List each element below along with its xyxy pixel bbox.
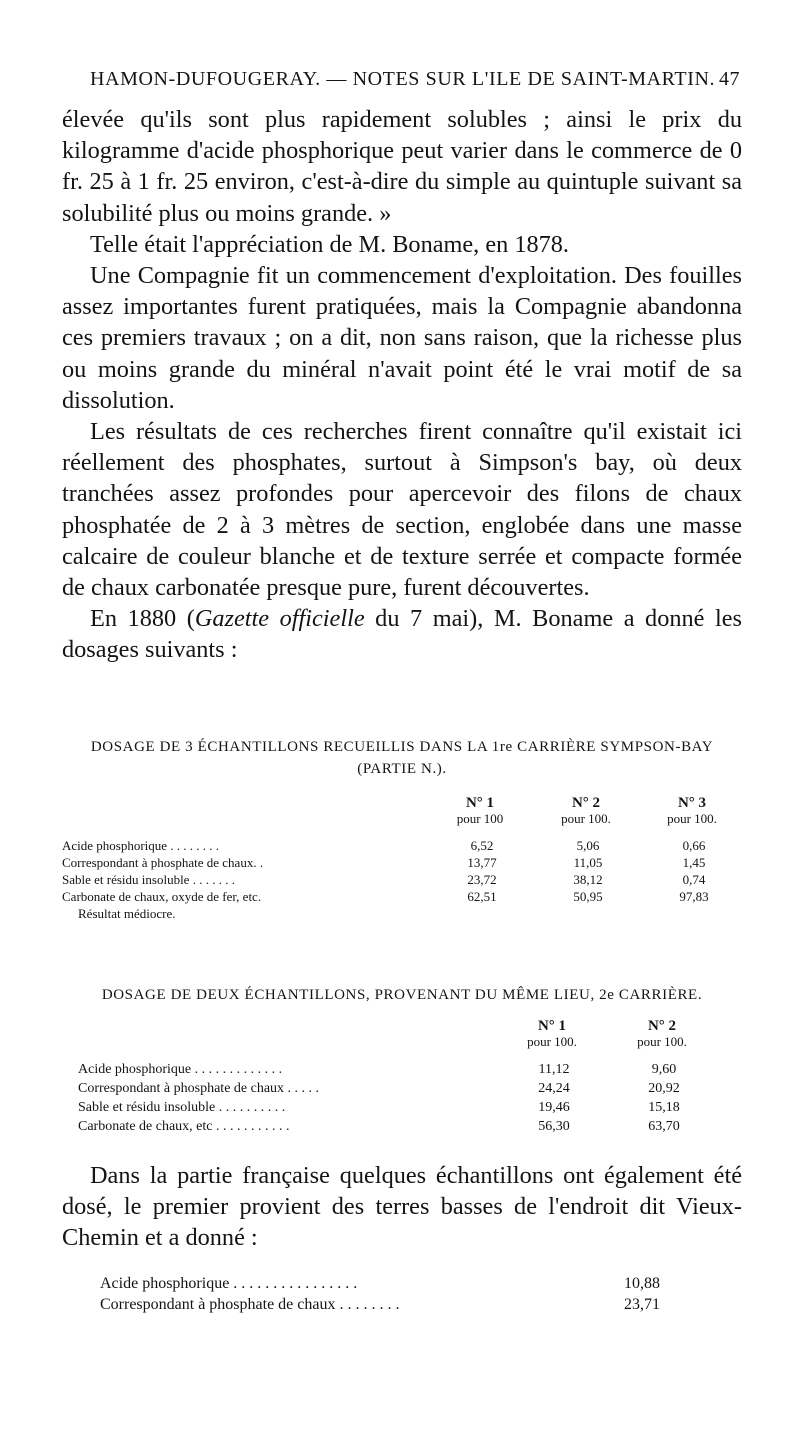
table-row — [62, 854, 742, 871]
table1-col2-number: N° 2 — [571, 795, 601, 811]
list-item — [100, 1294, 660, 1315]
row-value: 38,12 — [573, 872, 603, 887]
table1-title-line1: DOSAGE DE 3 ÉCHANTILLONS RECUEILLIS DANS LA 1re CARRIÈRE SYMPSON-BAY — [90, 739, 714, 755]
table-row — [62, 1118, 742, 1135]
note-text: Résultat médiocre. — [78, 906, 176, 921]
table2-col2-number: N° 2 — [647, 1018, 677, 1034]
table1-col2-header — [536, 795, 636, 827]
paragraph-partie-francaise: Dans la partie française quelques échantillons ont également été dosé, le premier provient des terres basses de l'endroit dit Vieux-Chemin et a donné : — [62, 1162, 742, 1252]
table-row — [62, 1099, 742, 1116]
paragraph-continuation: élevée qu'ils sont plus rapidement solubles ; ainsi le prix du kilogramme d'acide phosphorique peut varier dans le commerce de 0 fr. 25 à 1 fr. 25 environ, c'est-à-dire du simple au quintuple suivant sa solubilité plus ou moins grande. » — [62, 106, 742, 227]
row-label: Correspondant à phosphate de chaux . . . . . — [78, 1081, 320, 1096]
row-value: 23,71 — [624, 1296, 660, 1313]
row-value: 10,88 — [624, 1275, 660, 1292]
row-value: 13,77 — [467, 855, 497, 870]
table1-note — [62, 905, 742, 922]
row-label: Carbonate de chaux, oxyde de fer, etc. — [62, 889, 262, 904]
row-label: Acide phosphorique . . . . . . . . . . . . . — [78, 1062, 283, 1077]
paragraph-resultats: Les résultats de ces recherches firent connaître qu'il existait ici réellement des phosphates, surtout à Simpson's bay, où deux tranchées assez profondes pour apercevoir des filons de chaux phosphatée de 2 à 3 mètres de section, englobée dans une masse calcaire de couleur blanche et de texture serrée et compacte formée de chaux carbonatée presque pure, furent découvertes. — [62, 418, 742, 602]
table2-col1-unit: pour 100. — [527, 1034, 577, 1049]
header-title: HAMON-DUFOUGERAY. — NOTES SUR L'ILE DE SAINT-MARTIN. — [90, 68, 716, 90]
row-value: 0,66 — [682, 838, 706, 853]
table1-col3-header — [642, 795, 742, 827]
row-value: 11,12 — [538, 1062, 570, 1077]
row-value: 56,30 — [538, 1119, 570, 1134]
row-value: 23,72 — [467, 872, 497, 887]
table-row — [62, 888, 742, 905]
body-text — [62, 104, 742, 666]
row-label: Acide phosphorique . . . . . . . . — [62, 838, 220, 853]
row-value: 62,51 — [467, 889, 497, 904]
row-value: 97,83 — [679, 889, 709, 904]
table-row — [62, 1080, 742, 1097]
row-value: 19,46 — [538, 1100, 570, 1115]
gazette-text-before: En 1880 ( — [90, 605, 195, 633]
row-value: 1,45 — [682, 855, 706, 870]
row-value: 20,92 — [648, 1081, 680, 1096]
row-label: Correspondant à phosphate de chaux . . . . . . . . — [100, 1296, 400, 1313]
table2-col2-unit: pour 100. — [637, 1034, 687, 1049]
paragraph-appreciation: Telle était l'appréciation de M. Boname, en 1878. — [90, 230, 570, 258]
table1-col1-number: N° 1 — [465, 795, 495, 811]
table-row — [62, 1061, 742, 1078]
row-value: 9,60 — [651, 1062, 677, 1077]
table1-title — [62, 736, 742, 780]
table-row — [62, 871, 742, 888]
table1-col1-unit: pour 100 — [456, 811, 504, 826]
paragraph-compagnie: Une Compagnie fit un commencement d'exploitation. Des fouilles assez importantes furent pratiquées, mais la Compagnie abandonna ces premiers travaux ; on a dit, non sans raison, que la richesse plus ou moins grande du minéral n'avait point été le vrai motif de sa dissolution. — [62, 262, 742, 414]
table1-col2-unit: pour 100. — [561, 811, 611, 826]
row-value: 5,06 — [576, 838, 600, 853]
final-text — [62, 1160, 742, 1254]
table2-title: DOSAGE DE DEUX ÉCHANTILLONS, PROVENANT DU MÊME LIEU, 2e CARRIÈRE. — [101, 987, 703, 1003]
table2-col1-header — [502, 1018, 602, 1050]
running-header — [90, 68, 740, 91]
table1-col1-header — [430, 795, 530, 827]
row-label: Acide phosphorique . . . . . . . . . . . . . . . . — [100, 1275, 358, 1292]
table2-col1-number: N° 1 — [537, 1018, 567, 1034]
table-row — [62, 837, 742, 854]
list-item — [100, 1273, 660, 1294]
gazette-text-after: du 7 mai), M. Boname a donné les dosages suivants : — [62, 605, 742, 664]
table1-title-line2: (PARTIE N.). — [357, 761, 447, 777]
row-value: 50,95 — [573, 889, 603, 904]
paragraph-gazette — [62, 603, 742, 665]
row-label: Sable et résidu insoluble . . . . . . . — [62, 872, 235, 887]
table1-col3-number: N° 3 — [677, 795, 707, 811]
row-value: 6,52 — [470, 838, 494, 853]
row-value: 11,05 — [573, 855, 603, 870]
page-number: 47 — [719, 68, 740, 90]
row-value: 24,24 — [538, 1081, 570, 1096]
row-value: 0,74 — [682, 872, 706, 887]
row-label: Correspondant à phosphate de chaux. . — [62, 855, 264, 870]
row-label: Carbonate de chaux, etc . . . . . . . . . . . — [78, 1119, 290, 1134]
row-value: 63,70 — [648, 1119, 680, 1134]
row-value: 15,18 — [648, 1100, 680, 1115]
table1-col3-unit: pour 100. — [667, 811, 717, 826]
row-label: Sable et résidu insoluble . . . . . . . . . . — [78, 1100, 286, 1115]
gazette-title-italic: Gazette officielle — [194, 605, 365, 633]
table2-col2-header — [612, 1018, 712, 1050]
